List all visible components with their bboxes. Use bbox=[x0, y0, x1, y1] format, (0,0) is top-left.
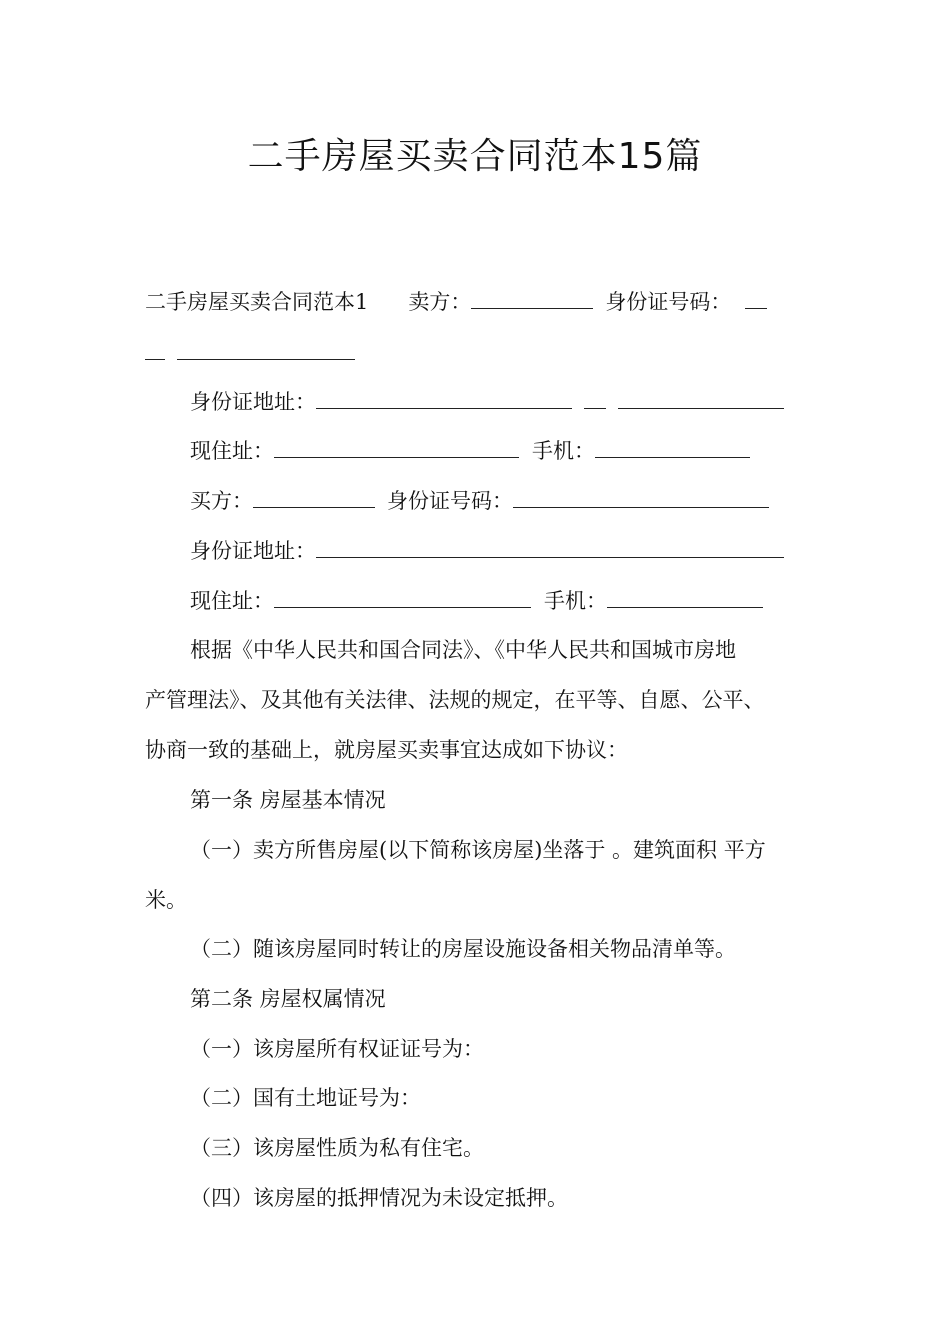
buyer-id-label: 身份证号码： bbox=[387, 489, 513, 513]
article-2-item-1: （一）该房屋所有权证证号为： bbox=[190, 1037, 484, 1061]
buyer-id-blank[interactable] bbox=[513, 489, 769, 508]
article-1-item-1: （一）卖方所售房屋(以下简称该房屋)坐落于 。建筑面积 平方 bbox=[190, 838, 766, 862]
article-2-item-2: （二）国有土地证号为： bbox=[190, 1086, 421, 1110]
article-2-heading: 第二条 房屋权属情况 bbox=[190, 987, 386, 1011]
preamble-line-2: 产管理法》、及其他有关法律、法规的规定，在平等、自愿、公平、 bbox=[145, 688, 765, 712]
seller-id-address-blank[interactable] bbox=[316, 390, 572, 409]
seller-id-blank-cont[interactable] bbox=[145, 341, 165, 360]
buyer-id-address-label: 身份证地址： bbox=[190, 539, 316, 563]
article-1-item-1-cont: 米。 bbox=[145, 888, 187, 912]
buyer-name-blank[interactable] bbox=[253, 489, 375, 508]
seller-current-address-blank[interactable] bbox=[274, 439, 519, 458]
article-2-item-3: （三）该房屋性质为私有住宅。 bbox=[190, 1136, 484, 1160]
buyer-current-address-blank[interactable] bbox=[274, 589, 531, 608]
buyer-current-address-line bbox=[190, 588, 763, 614]
seller-id-address-label: 身份证地址： bbox=[190, 390, 316, 414]
seller-id-address-blank3[interactable] bbox=[618, 390, 784, 409]
article-1-item-2: （二）随该房屋同时转让的房屋设施设备相关物品清单等。 bbox=[190, 937, 736, 961]
article-1-heading: 第一条 房屋基本情况 bbox=[190, 788, 386, 812]
seller-label: 卖方： bbox=[408, 290, 472, 314]
seller-id-continuation bbox=[145, 340, 355, 366]
seller-id-address-blank2[interactable] bbox=[584, 390, 606, 409]
article-2-item-4: （四）该房屋的抵押情况为未设定抵押。 bbox=[190, 1186, 568, 1210]
seller-id-blank[interactable] bbox=[745, 290, 767, 309]
buyer-line bbox=[190, 488, 769, 514]
preamble-line-1: 根据《中华人民共和国合同法》、《中华人民共和国城市房地 bbox=[190, 638, 736, 662]
seller-current-address-label: 现住址： bbox=[190, 439, 274, 463]
seller-current-address-line bbox=[190, 438, 750, 464]
seller-name-blank[interactable] bbox=[471, 290, 593, 309]
buyer-id-address-line bbox=[190, 538, 784, 564]
buyer-id-address-blank[interactable] bbox=[316, 539, 784, 558]
preamble-line-3: 协商一致的基础上，就房屋买卖事宜达成如下协议： bbox=[145, 738, 628, 762]
seller-id-blank-cont2[interactable] bbox=[177, 341, 355, 360]
seller-phone-label: 手机： bbox=[532, 439, 595, 463]
buyer-phone-blank[interactable] bbox=[607, 589, 763, 608]
buyer-phone-label: 手机： bbox=[544, 589, 607, 613]
seller-id-address-line bbox=[190, 389, 784, 415]
seller-line bbox=[145, 289, 767, 315]
seller-id-label: 身份证号码： bbox=[605, 290, 732, 314]
section-heading: 二手房屋买卖合同范本1 bbox=[145, 290, 369, 314]
seller-phone-blank[interactable] bbox=[595, 439, 750, 458]
buyer-label: 买方： bbox=[190, 489, 253, 513]
document-title: 二手房屋买卖合同范本15篇 bbox=[247, 136, 703, 177]
buyer-current-address-label: 现住址： bbox=[190, 589, 274, 613]
